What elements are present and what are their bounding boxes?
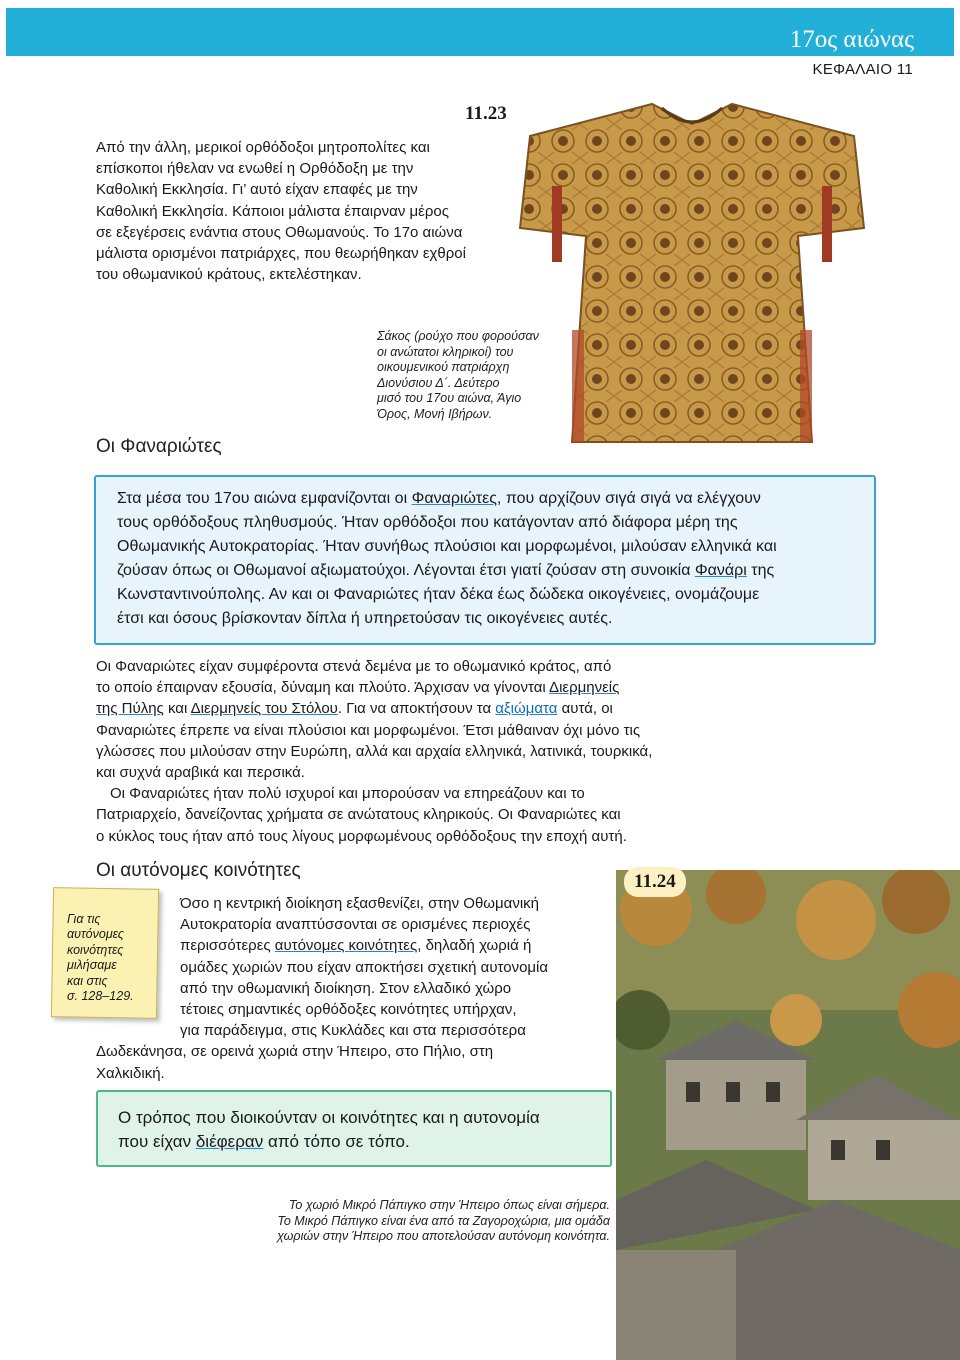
text-run: που είχαν [118, 1132, 196, 1151]
keyword: Διερμηνείς του Στόλου [190, 700, 338, 718]
text-run: το οποίο έπαιρναν εξουσία, δύναμη και πλούτο. Άρχισαν να γίνονται [96, 679, 550, 697]
figure-caption [377, 329, 577, 423]
box-line [117, 487, 865, 511]
para-line: Όσο η κεντρική διοίκηση εξασθενίζει, στην Οθωμανική [180, 895, 540, 912]
para-line: Οι Φαναριώτες ήταν πολύ ισχυροί και μπορούσαν να επηρεάζουν και το [110, 785, 585, 803]
text-run: . Για να αποκτήσουν τα [337, 700, 496, 718]
caption-line: χωριών στην Ήπειρο που αποτελούσαν αυτόνομη κοινότητα. [277, 1229, 610, 1244]
para-line: Χαλκιδική. [96, 1064, 165, 1082]
note-line: και στις [67, 973, 108, 988]
para-line [96, 935, 616, 956]
box-line: τους ορθόδοξους πληθυσμούς. Ήταν ορθόδοξοι που κατάγονταν από διάφορα μέρη της [117, 514, 738, 531]
para-line: Πατριαρχείο, δανείζοντας χρήματα σε ανώτατους κληρικούς. Οι Φαναριώτες και [96, 806, 621, 824]
caption-line: μισό του 17ου αιώνα, Άγιο [377, 391, 522, 406]
intro-line: Καθολική Εκκλησία. Κάποιοι μάλιστα έπαιρναν μέρος [96, 202, 449, 220]
caption-line: Σάκος (ρούχο που φορούσαν [377, 329, 539, 343]
summary-line: Ο τρόπος που διοικούνταν οι κοινότητες και η αυτονομία [118, 1108, 540, 1127]
para-line: Δωδεκάνησα, σε ορεινά χωριά στην Ήπειρο, στο Πήλιο, στη [96, 1043, 494, 1061]
text-run: από τόπο σε τόπο. [263, 1132, 410, 1151]
caption-line: οικουμενικού πατριάρχη [377, 360, 510, 375]
note-line: Για τις [67, 912, 101, 926]
para-line [96, 698, 776, 719]
intro-line: Καθολική Εκκλησία. Γι’ αυτό είχαν επαφές με την [96, 181, 418, 199]
definition-text [117, 487, 865, 631]
keyword: της Πύλης [96, 700, 164, 718]
keyword: Φαναριώτες [411, 490, 497, 507]
figure-number: 11.24 [624, 867, 686, 897]
para-line: για παράδειγμα, στις Κυκλάδες και στα περισσότερα [180, 1022, 526, 1040]
keyword: Φανάρι [694, 562, 747, 579]
box-line: Οθωμανικής Αυτοκρατορίας. Ήταν συνήθως πλούσιοι και μορφωμένοι, μιλούσαν ελληνικά και [117, 538, 777, 555]
text-run: , που αρχίζουν σιγά σιγά να ελέγχουν [496, 490, 761, 507]
summary-text [118, 1106, 598, 1154]
para-line [96, 677, 776, 698]
note-line: κοινότητες [67, 942, 124, 957]
summary-line [118, 1130, 598, 1154]
caption-line: Το χωριό Μικρό Πάπιγκο στην Ήπειρο όπως είναι σήμερα. [288, 1198, 610, 1212]
caption-line: οι ανώτατοι κληρικοί) του [377, 344, 514, 359]
chapter-label: ΚΕΦΑΛΑΙΟ 11 [812, 61, 913, 78]
text-run: περισσότερες [180, 937, 275, 955]
text-run: της [746, 562, 775, 579]
era-title: 17ος αιώνας [789, 26, 914, 53]
keyword: αξιώματα [495, 700, 558, 718]
para-line: και συχνά αραβικά και περσικά. [96, 764, 305, 782]
text-run: ζούσαν όπως οι Οθωμανοί αξιωματούχοι. Λέγονται έτσι γιατί ζούσαν στη συνοικία [117, 562, 695, 579]
para-line: Οι Φαναριώτες είχαν συμφέροντα στενά δεμένα με το οθωμανικό κράτος, από [96, 658, 612, 675]
text-run: αυτά, οι [557, 700, 613, 718]
box-line: Κωνσταντινούπολης. Αν και οι Φαναριώτες ήταν δέκα έως δώδεκα οικογένειες, ονομάζουμε [117, 586, 760, 603]
para-line: ομάδες χωριών που είχαν αποκτήσει σχετική αυτονομία [180, 958, 549, 976]
para-line: γλώσσες που μιλούσαν στην Ευρώπη, αλλά και αρχαία ελληνικά, λατινικά, τουρκικά, [96, 742, 653, 760]
caption-line: Το Μικρό Πάπιγκο είναι ένα από τα Ζαγοροχώρια, μια ομάδα [277, 1213, 610, 1228]
text-run: Στα μέσα του 17ου αιώνα εμφανίζονται οι [117, 490, 412, 507]
note-line: αυτόνομες [67, 927, 124, 942]
para-line: από την οθωμανική διοίκηση. Στον ελλαδικό χώρο [180, 979, 512, 997]
caption-line: Διονύσιου Δ΄. Δεύτερο [377, 375, 500, 390]
figure-number: 11.23 [465, 103, 507, 124]
note-line: μιλήσαμε [67, 958, 117, 973]
note-line: σ. 128–129. [67, 989, 134, 1004]
para-line: Αυτοκρατορία αναπτύσσονται σε ορισμένες περιοχές [180, 916, 531, 934]
intro-paragraph [96, 137, 536, 285]
intro-line: του οθωμανικού κράτους, εκτελέστηκαν. [96, 266, 362, 284]
village-photo [616, 870, 960, 1360]
figure-caption [228, 1198, 610, 1245]
intro-line: σε εξεγέρσεις ενάντια στους Οθωμανούς. Το 17ο αιώνα [96, 223, 463, 241]
caption-line: Όρος, Μονή Ιβήρων. [377, 406, 493, 421]
section-heading: Οι Φαναριώτες [96, 436, 222, 457]
communities-paragraph [96, 893, 616, 1084]
keyword: Διερμηνείς [549, 679, 620, 697]
para-line: τέτοιες σημαντικές ορθόδοξες κοινότητες υπήρχαν, [180, 1001, 517, 1019]
keyword: διέφεραν [195, 1132, 264, 1151]
text-run: , δηλαδή χωριά ή [417, 937, 532, 955]
phanariots-paragraph [96, 656, 776, 847]
keyword: αυτόνομες κοινότητες [274, 937, 418, 955]
intro-line: μάλιστα ορισμένοι πατριάρχες, που θεωρήθηκαν εχθροί [96, 245, 466, 263]
para-line: Φαναριώτες έπρεπε να είναι πλούσιοι και μορφωμένοι. Έτσι μάθαιναν όχι μόνο τις [96, 721, 641, 739]
box-line: έτσι και όσους βρίσκονταν δίπλα ή υπηρετούσαν τις οικογένειες αυτές. [117, 610, 613, 627]
para-line: ο κύκλος τους ήταν από τους λίγους μορφωμένους ορθόδοξους την εποχή αυτή. [96, 827, 627, 845]
text-run: και [163, 700, 191, 718]
intro-line: Από την άλλη, μερικοί ορθόδοξοι μητροπολίτες και [96, 139, 430, 156]
section-heading: Οι αυτόνομες κοινότητες [96, 860, 301, 881]
box-line [117, 559, 865, 583]
intro-line: επίσκοποι ήθελαν να ενωθεί η Ορθόδοξη με την [96, 160, 414, 178]
